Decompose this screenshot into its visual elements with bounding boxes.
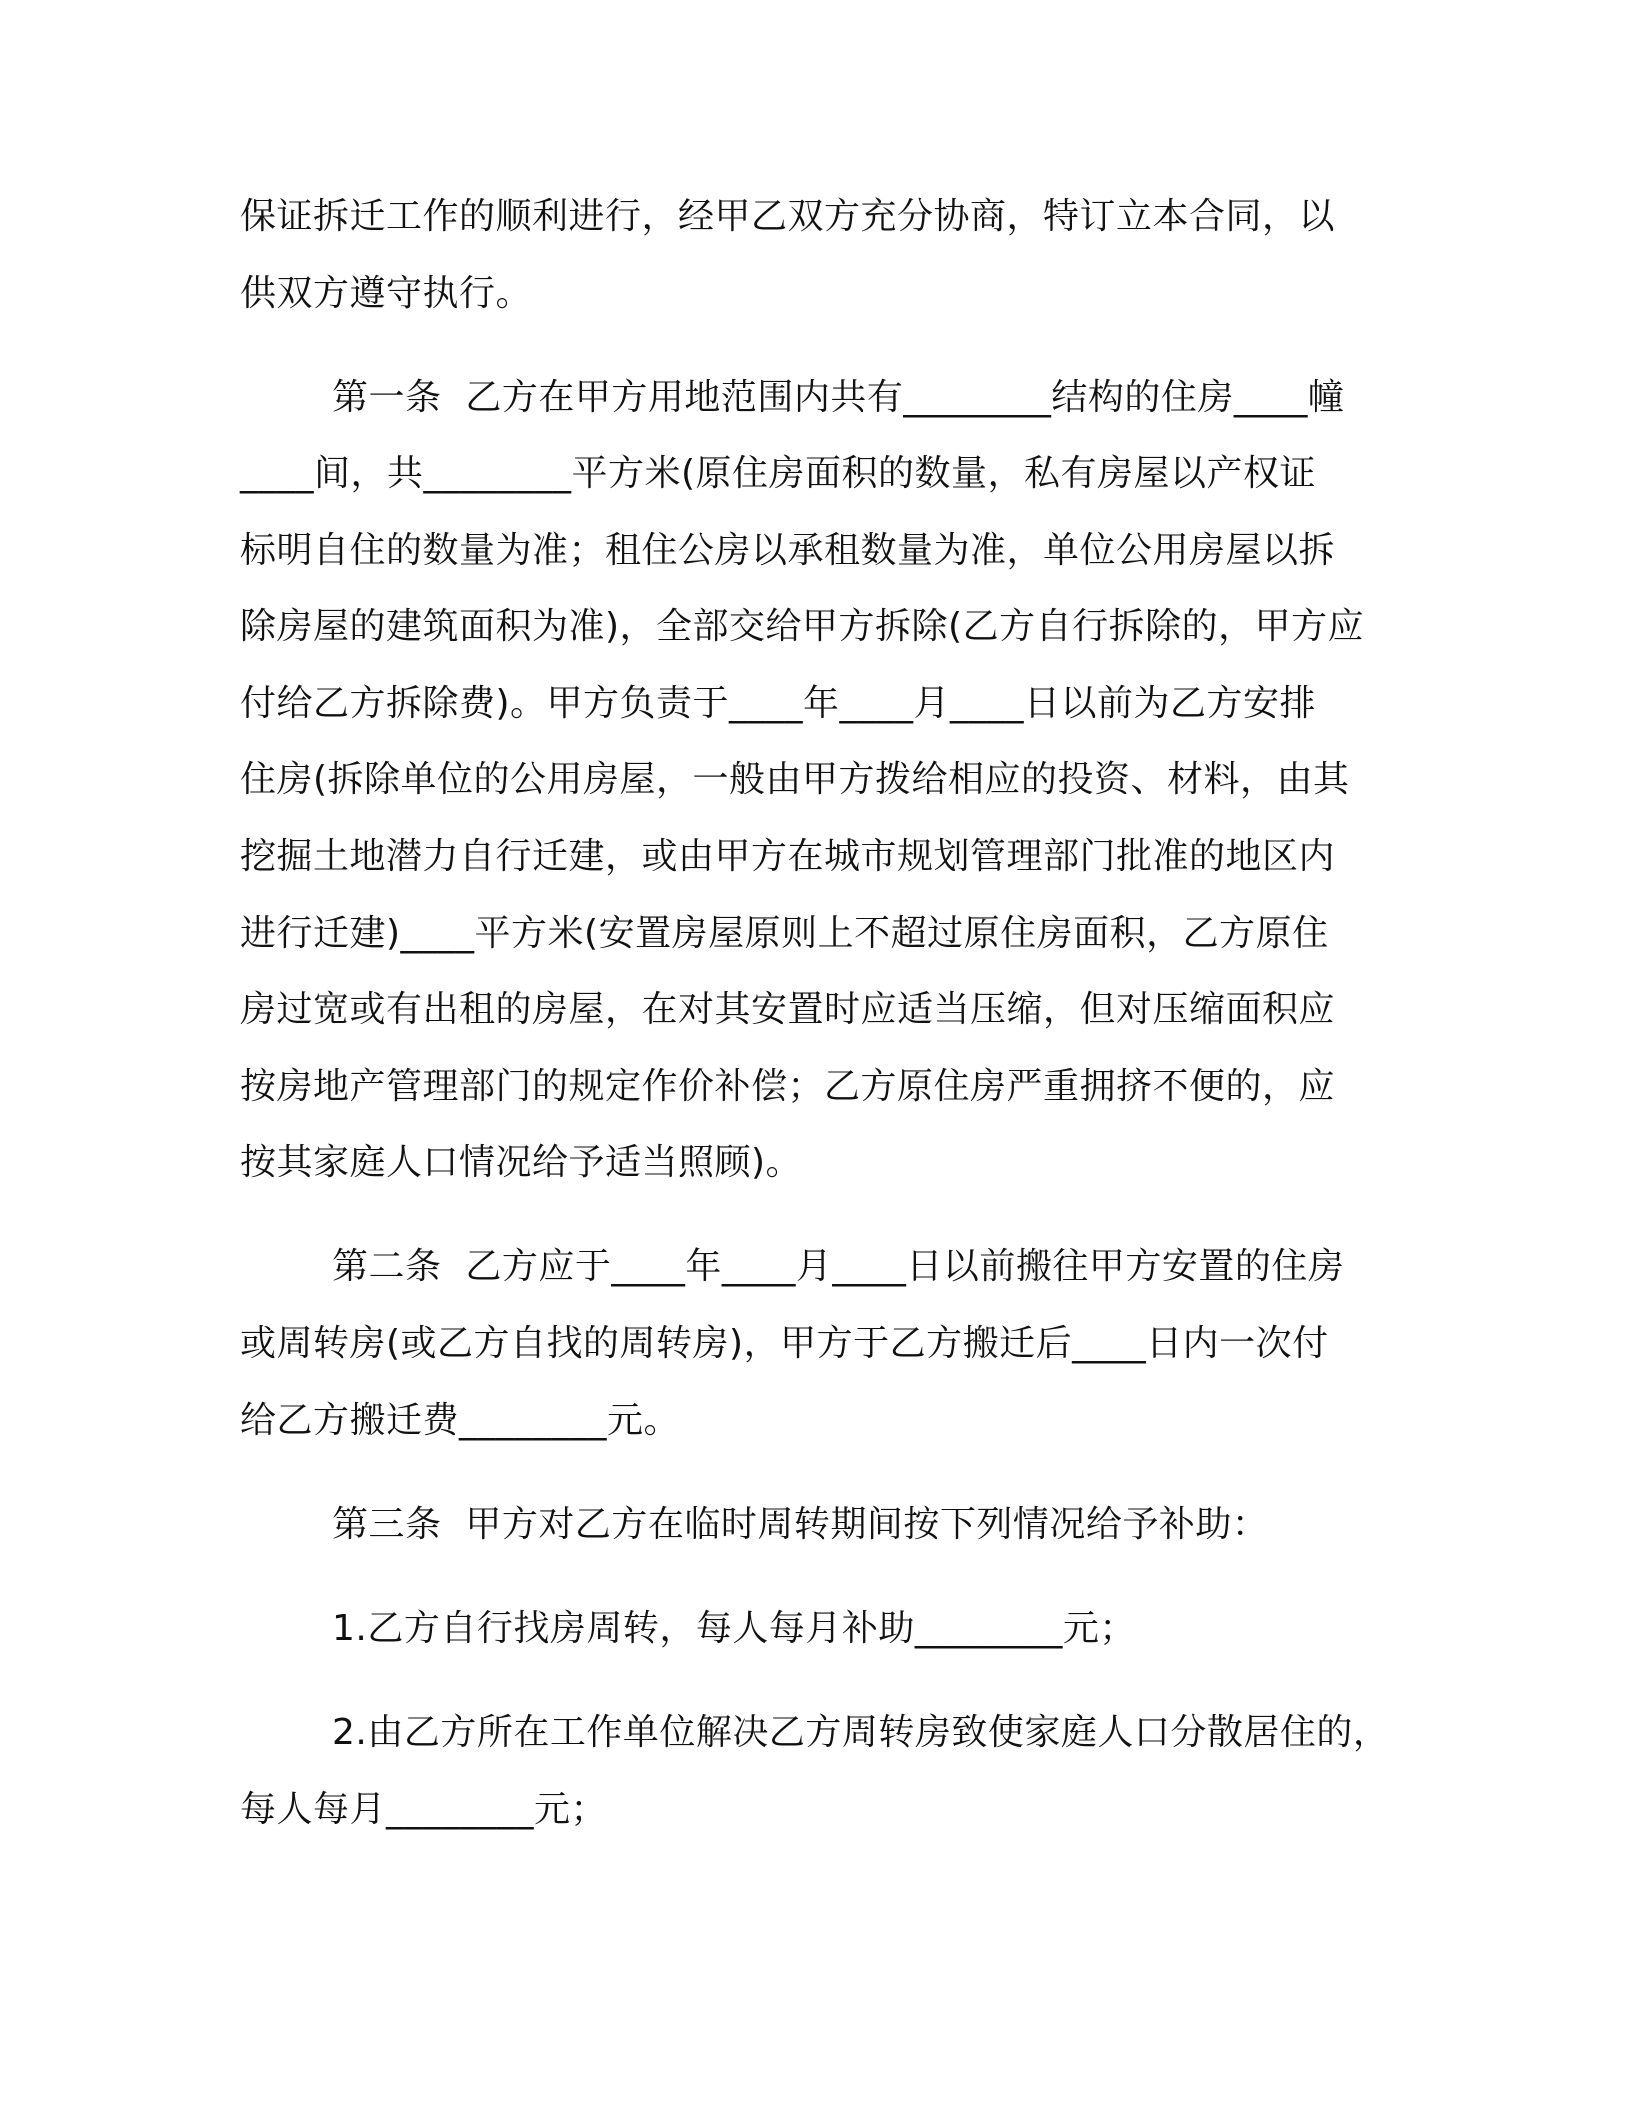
article-1-line-2: ____间，共________平方米(原住房面积的数量，私有房屋以产权证 bbox=[240, 453, 1317, 494]
intro-line-2: 供双方遵守执行。 bbox=[240, 273, 533, 314]
article-1-line-11: 按其家庭人口情况给予适当照顾)。 bbox=[240, 1142, 803, 1183]
article-1-line-7: 挖掘土地潜力自行迁建，或由甲方在城市规划管理部门批准的地区内 bbox=[240, 836, 1336, 877]
article-1-line-6: 住房(拆除单位的公用房屋，一般由甲方拨给相应的投资、材料，由其 bbox=[240, 759, 1350, 800]
article-1-line-4: 除房屋的建筑面积为准)，全部交给甲方拆除(乙方自行拆除的，甲方应 bbox=[240, 606, 1365, 647]
item-2-line-2: 每人每月________元； bbox=[240, 1789, 608, 1830]
article-1-line-1: 第一条 乙方在甲方用地范围内共有________结构的住房____幢 bbox=[332, 377, 1345, 418]
article-3-line-1: 第三条 甲方对乙方在临时周转期间按下列情况给予补助： bbox=[332, 1504, 1269, 1545]
article-2-line-1: 第二条 乙方应于____年____月____日以前搬往甲方安置的住房 bbox=[332, 1246, 1345, 1287]
article-2-line-2: 或周转房(或乙方自找的周转房)，甲方于乙方搬迁后____日内一次付 bbox=[240, 1323, 1329, 1364]
item-2-line-1: 2.由乙方所在工作单位解决乙方周转房致使家庭人口分散居住的， bbox=[332, 1712, 1390, 1753]
article-1-line-10: 按房地产管理部门的规定作价补偿；乙方原住房严重拥挤不便的，应 bbox=[240, 1066, 1336, 1107]
article-1-line-3: 标明自住的数量为准；租住公房以承租数量为准，单位公用房屋以拆 bbox=[240, 530, 1336, 571]
article-1-line-9: 房过宽或有出租的房屋，在对其安置时应适当压缩，但对压缩面积应 bbox=[240, 989, 1336, 1030]
item-1-line-1: 1.乙方自行找房周转，每人每月补助________元； bbox=[332, 1608, 1136, 1649]
article-1-line-8: 进行迁建)____平方米(安置房屋原则上不超过原住房面积，乙方原住 bbox=[240, 913, 1329, 954]
intro-line-1: 保证拆迁工作的顺利进行，经甲乙双方充分协商，特订立本合同，以 bbox=[240, 196, 1336, 237]
article-1-line-5: 付给乙方拆除费)。甲方负责于____年____月____日以前为乙方安排 bbox=[240, 683, 1317, 724]
article-2-line-3: 给乙方搬迁费________元。 bbox=[240, 1400, 681, 1441]
